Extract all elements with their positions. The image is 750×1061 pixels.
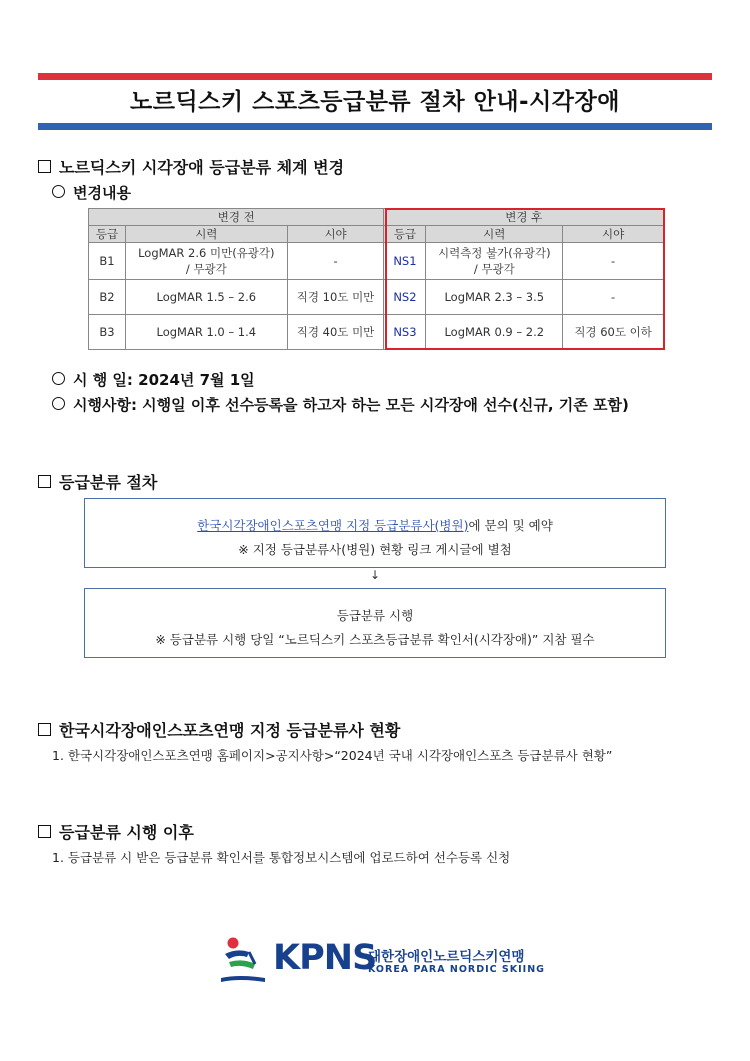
cell-before-class: B1 <box>89 243 126 280</box>
cell-before-field: 직경 10도 미만 <box>287 280 384 315</box>
header-after: 변경 후 <box>384 209 664 226</box>
cell-after-field: 직경 60도 이하 <box>563 315 664 350</box>
logo-acronym: KPNS <box>273 938 377 978</box>
list-item: 1. 한국시각장애인스포츠연맹 홈페이지>공지사항>“2024년 국내 시각장애인스포츠 등급분류사 현황” <box>52 748 613 763</box>
step2-note: ※ 등급분류 시행 당일 “노르딕스키 스포츠등급분류 확인서(시각장애)” 지참 필수 <box>155 632 595 647</box>
logo-name-korean: 대한장애인노르딕스키연맹 <box>368 949 525 965</box>
col-class: 등급 <box>89 226 126 243</box>
circle-bullet-icon <box>52 372 65 385</box>
circle-bullet-icon <box>52 185 65 198</box>
col-field: 시야 <box>287 226 384 243</box>
classifier-hospital-link[interactable]: 한국시각장애인스포츠연맹 지정 등급분류사(병원) <box>197 518 469 533</box>
cell-after-class: NS3 <box>384 315 426 350</box>
col-field: 시야 <box>563 226 664 243</box>
cell-before-field: 직경 40도 미만 <box>287 315 384 350</box>
col-acuity: 시력 <box>426 226 563 243</box>
skier-emblem-icon <box>219 934 271 984</box>
circle-bullet-icon <box>52 397 65 410</box>
cell-before-acuity: LogMAR 1.5 – 2.6 <box>125 280 287 315</box>
cell-after-acuity: LogMAR 0.9 – 2.2 <box>426 315 563 350</box>
step1-note: ※ 지정 등급분류사(병원) 현황 링크 게시글에 별첨 <box>238 542 512 557</box>
square-bullet-icon <box>38 723 51 736</box>
table-row <box>89 243 664 280</box>
implementation-scope: 시행사항: 시행일 이후 선수등록을 하고자 하는 모든 시각장애 선수(신규, 기존 포함) <box>52 394 629 415</box>
cell-after-field: - <box>563 280 664 315</box>
classification-comparison-table <box>88 208 664 350</box>
cell-before-class: B2 <box>89 280 126 315</box>
top-red-rule <box>38 73 712 80</box>
cell-after-acuity: 시력측정 불가(유광각) / 무광각 <box>426 243 563 280</box>
top-blue-rule <box>38 123 712 130</box>
step2-title: 등급분류 시행 <box>336 608 414 623</box>
section-heading-classifier-status: 한국시각장애인스포츠연맹 지정 등급분류사 현황 <box>38 718 400 741</box>
col-acuity: 시력 <box>125 226 287 243</box>
subsection-change-content: 변경내용 <box>52 182 131 203</box>
section-heading-system-change: 노르딕스키 시각장애 등급분류 체계 변경 <box>38 155 344 178</box>
cell-after-field: - <box>563 243 664 280</box>
square-bullet-icon <box>38 825 51 838</box>
cell-after-acuity: LogMAR 2.3 – 3.5 <box>426 280 563 315</box>
cell-before-acuity: LogMAR 1.0 – 1.4 <box>125 315 287 350</box>
section-heading-after-classification: 등급분류 시행 이후 <box>38 820 194 843</box>
col-class: 등급 <box>384 226 426 243</box>
cell-after-class: NS2 <box>384 280 426 315</box>
square-bullet-icon <box>38 475 51 488</box>
list-item: 1. 등급분류 시 받은 등급분류 확인서를 통합정보시스템에 업로드하여 선수등록 신청 <box>52 850 511 865</box>
cell-after-class: NS1 <box>384 243 426 280</box>
procedure-step-2 <box>84 588 666 658</box>
table-row <box>89 280 664 315</box>
page-title: 노르딕스키 스포츠등급분류 절차 안내-시각장애 <box>130 89 620 115</box>
effective-date: 시 행 일: 2024년 7월 1일 <box>52 369 255 390</box>
cell-before-acuity: LogMAR 2.6 미만(유광각) / 무광각 <box>125 243 287 280</box>
cell-before-field: - <box>287 243 384 280</box>
square-bullet-icon <box>38 160 51 173</box>
cell-before-class: B3 <box>89 315 126 350</box>
kpns-logo <box>219 934 545 984</box>
header-before: 변경 전 <box>89 209 384 226</box>
down-arrow-icon: ↓ <box>369 568 381 582</box>
logo-name-english: KOREA PARA NORDIC SKIING <box>368 964 545 975</box>
table-row <box>89 315 664 350</box>
procedure-step-1: 한국시각장애인스포츠연맹 지정 등급분류사(병원)에 문의 및 예약 ※ 지정 등급분류사(병원) 현황 링크 게시글에 별첨 <box>84 498 666 568</box>
section-heading-procedure: 등급분류 절차 <box>38 470 157 493</box>
